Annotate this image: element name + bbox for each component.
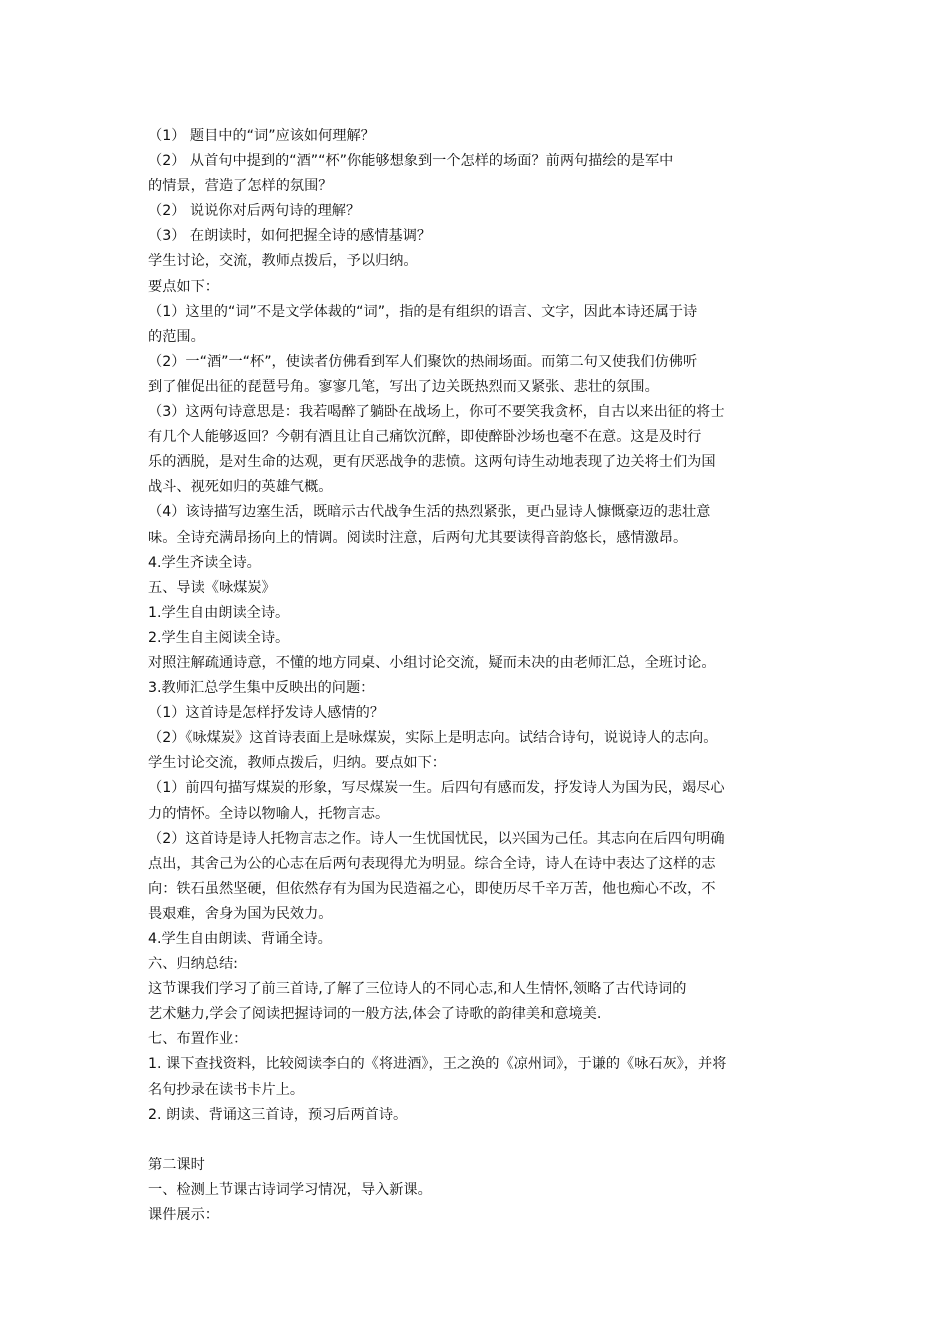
text-line: 2. 朗读、背诵这三首诗，预习后两首诗。 bbox=[148, 1106, 408, 1123]
text-line: （2） 从首句中提到的“酒”“杯”你能够想象到一个怎样的场面？前两句描绘的是军中 bbox=[148, 153, 674, 170]
text-line: 味。全诗充满昂扬向上的情调。阅读时注意，后两句尤其要读得音韵悠长，感情激昂。 bbox=[148, 529, 688, 546]
text-line: 4.学生齐读全诗。 bbox=[148, 554, 261, 571]
text-line: 2.学生自主阅读全诗。 bbox=[148, 629, 290, 646]
text-line: （3）这两句诗意思是：我若喝醉了躺卧在战场上，你可不要笑我贪杯，自古以来出征的将士 bbox=[148, 404, 725, 421]
document-body bbox=[148, 124, 808, 1228]
text-line: 的情景，营造了怎样的氛围？ bbox=[148, 178, 333, 195]
text-line: 战斗、视死如归的英雄气概。 bbox=[148, 479, 333, 496]
text-line: 1.学生自由朗读全诗。 bbox=[148, 604, 290, 621]
text-line: 向：铁石虽然坚硬，但依然存有为国为民造福之心，即使历尽千辛万苦，他也痴心不改，不 bbox=[148, 880, 716, 897]
text-line: 力的情怀。全诗以物喻人，托物言志。 bbox=[148, 805, 390, 822]
text-line: （2）这首诗是诗人托物言志之作。诗人一生忧国忧民，以兴国为己任。其志向在后四句明确 bbox=[148, 830, 725, 847]
section-heading: 六、归纳总结: bbox=[148, 956, 238, 973]
text-line: 点出，其舍己为公的心志在后两句表现得尤为明显。综合全诗，诗人在诗中表达了这样的志 bbox=[148, 855, 716, 872]
text-line: （2） 说说你对后两句诗的理解？ bbox=[148, 203, 361, 220]
text-line: 对照注解疏通诗意，不懂的地方同桌、小组讨论交流，疑而未决的由老师汇总，全班讨论。 bbox=[148, 654, 716, 671]
text-line: （1）这里的“词”不是文学体裁的“词”，指的是有组织的语言、文字，因此本诗还属于诗 bbox=[148, 303, 698, 320]
text-line: 艺术魅力,学会了阅读把握诗词的一般方法,体会了诗歌的韵律美和意境美. bbox=[148, 1006, 602, 1023]
text-line: 一、检测上节课古诗词学习情况，导入新课。 bbox=[148, 1181, 432, 1198]
text-line: 要点如下： bbox=[148, 278, 219, 295]
text-line: 这节课我们学习了前三首诗,了解了三位诗人的不同心志,和人生情怀,领略了古代诗词的 bbox=[148, 981, 687, 998]
section-heading: 第二课时 bbox=[148, 1156, 205, 1173]
text-line: 课件展示： bbox=[148, 1207, 219, 1224]
text-line: 学生讨论，交流，教师点拨后，予以归纳。 bbox=[148, 253, 418, 270]
text-line: 1. 课下查找资料，比较阅读李白的《将进酒》，王之涣的《凉州词》，于谦的《咏石灰》，并将 bbox=[148, 1056, 727, 1073]
text-line: 畏艰难，舍身为国为民效力。 bbox=[148, 905, 333, 922]
section-heading: 五、导读《咏煤炭》 bbox=[148, 579, 276, 596]
text-line: （2）一“酒”一“杯”，使读者仿佛看到军人们聚饮的热闹场面。而第二句又使我们仿佛听 bbox=[148, 353, 698, 370]
text-line: 3.教师汇总学生集中反映出的问题： bbox=[148, 680, 375, 697]
text-line: 乐的洒脱，是对生命的达观，更有厌恶战争的悲愤。这两句诗生动地表现了边关将士们为国 bbox=[148, 454, 716, 471]
text-line: 名句抄录在读书卡片上。 bbox=[148, 1081, 305, 1098]
text-line: 4.学生自由朗读、背诵全诗。 bbox=[148, 931, 332, 947]
text-line: 有几个人能够返回？今朝有酒且让自己痛饮沉醉，即使醉卧沙场也毫不在意。这是及时行 bbox=[148, 429, 702, 446]
text-line: 的范围。 bbox=[148, 328, 205, 345]
blank-line bbox=[148, 1128, 808, 1153]
text-line: 到了催促出征的琵琶号角。寥寥几笔，写出了边关既热烈而又紧张、悲壮的氛围。 bbox=[148, 378, 659, 395]
text-line: （1） 题目中的“词”应该如何理解？ bbox=[148, 128, 375, 144]
text-line: （4）该诗描写边塞生活，既暗示古代战争生活的热烈紧张，更凸显诗人慷慨豪迈的悲壮意 bbox=[148, 504, 711, 521]
text-line: （2）《咏煤炭》这首诗表面上是咏煤炭，实际上是明志向。试结合诗句，说说诗人的志向。 bbox=[148, 730, 718, 747]
text-line: （1）前四句描写煤炭的形象，写尽煤炭一生。后四句有感而发，抒发诗人为国为民，竭尽心 bbox=[148, 780, 725, 797]
text-line: 学生讨论交流，教师点拨后，归纳。要点如下： bbox=[148, 755, 446, 772]
text-line: （3） 在朗读时，如何把握全诗的感情基调？ bbox=[148, 228, 432, 245]
text-line: （1）这首诗是怎样抒发诗人感情的？ bbox=[148, 705, 385, 722]
section-heading: 七、布置作业： bbox=[148, 1031, 248, 1048]
